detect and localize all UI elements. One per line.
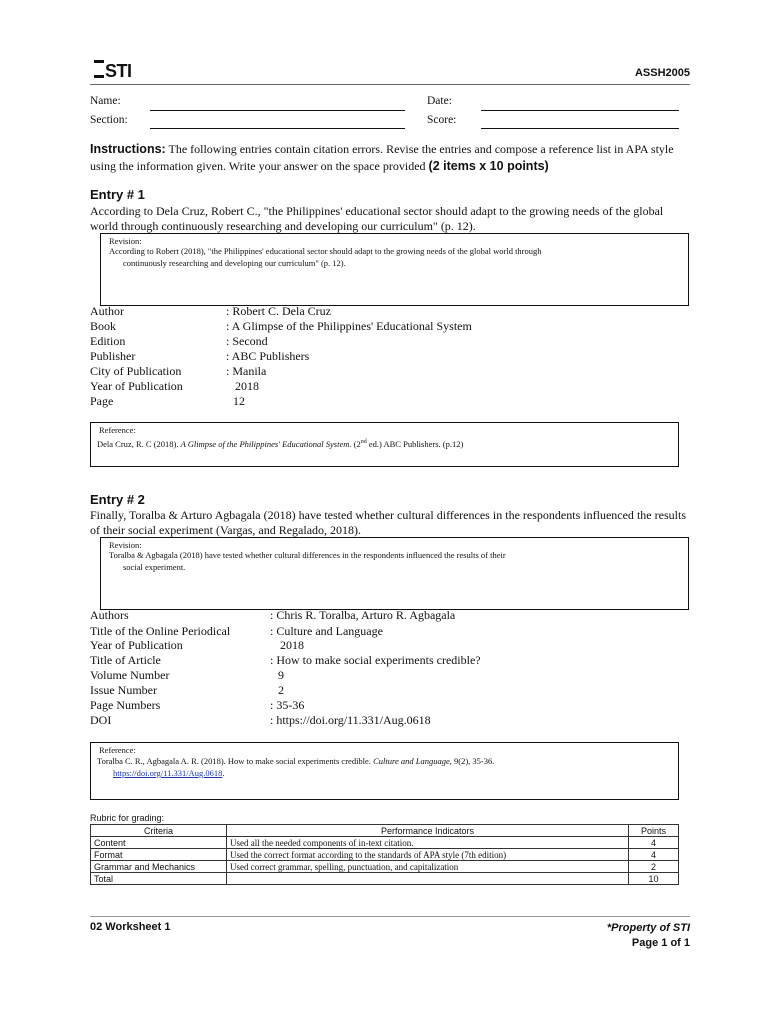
rubric-title: Rubric for grading: xyxy=(90,813,165,823)
entry1-text: According to Dela Cruz, Robert C., "the Philippines' educational sector should adapt to the growing needs of the global world through continuously researching and developing our curriculum" (p. 12). xyxy=(90,204,664,233)
score-line[interactable] xyxy=(481,128,679,129)
doi-link[interactable]: https://doi.org/11.331/Aug.0618 xyxy=(113,768,223,778)
date-line[interactable] xyxy=(481,110,679,111)
footer-page: Page 1 of 1 xyxy=(631,937,690,949)
entry1-revision-label: Revision: xyxy=(109,236,142,246)
footer-worksheet: 02 Worksheet 1 xyxy=(90,921,171,933)
date-label: Date: xyxy=(427,95,452,107)
course-code: ASSH2005 xyxy=(634,67,690,79)
score-label: Score: xyxy=(427,114,457,126)
entry2-reference-doi: https://doi.org/11.331/Aug.0618. xyxy=(113,768,225,778)
sti-logo-icon xyxy=(94,60,104,78)
entry2-revision-box[interactable] xyxy=(100,537,689,610)
table-row: Content Used all the needed components of in-text citation. 4 xyxy=(91,837,679,849)
entry2-revision-line2: social experiment. xyxy=(123,562,186,572)
entry2-reference-text: Toralba C. R., Agbagala A. R. (2018). How to make social experiments credible. Culture and Language, 9(2), 35-36. xyxy=(97,756,495,766)
entry1-revision-line1: According to Robert (2018), "the Philippines' educational sector should adapt to the growing needs of the global world through xyxy=(109,246,542,256)
instructions-points: (2 items x 10 points) xyxy=(428,159,549,173)
footer-property: *Property of STI xyxy=(606,922,690,934)
entry2-heading: Entry # 2 xyxy=(90,492,145,507)
entry2-revision-label: Revision: xyxy=(109,540,142,550)
entry1-reference-text: Dela Cruz, R. C (2018). A Glimpse of the Philippines' Educational System. (2nd ed.) ABC Publishers. (p.12) xyxy=(97,438,464,449)
sti-logo: STI xyxy=(94,60,132,82)
name-label: Name: xyxy=(90,95,121,107)
header-rule xyxy=(90,84,690,85)
entry1-revision-line2: continuously researching and developing our curriculum" (p. 12). xyxy=(123,258,346,268)
instructions xyxy=(90,141,690,175)
footer-right xyxy=(607,921,690,951)
rubric-header-indicators: Performance Indicators xyxy=(227,825,629,837)
entry2-reference-label: Reference: xyxy=(99,745,136,755)
entry2-reference-box[interactable] xyxy=(90,742,679,800)
footer-rule xyxy=(90,916,690,917)
table-row: Format Used the correct format according to the standards of APA style (7th edition) 4 xyxy=(91,849,679,861)
rubric-table xyxy=(90,824,679,885)
instructions-label: Instructions: xyxy=(90,142,166,156)
rubric-header-criteria: Criteria xyxy=(91,825,227,837)
entry1-heading: Entry # 1 xyxy=(90,187,145,202)
entry1-reference-box[interactable] xyxy=(90,422,679,467)
rubric-header-row xyxy=(91,825,679,837)
entry1-reference-label: Reference: xyxy=(99,425,136,435)
table-row: Grammar and Mechanics Used correct grammar, spelling, punctuation, and capitalization 2 xyxy=(91,861,679,873)
section-line[interactable] xyxy=(150,128,405,129)
instructions-text: The following entries contain citation errors. Revise the entries and compose a reference list in APA style using the information given. Write your answer on the space provided xyxy=(90,142,674,173)
entry2-revision-line1: Toralba & Agbagala (2018) have tested whether cultural differences in the respondents influenced the results of their xyxy=(109,550,506,560)
entry1-revision-box[interactable] xyxy=(100,233,689,306)
rubric-header-points: Points xyxy=(629,825,679,837)
name-line[interactable] xyxy=(150,110,405,111)
entry2-text: Finally, Toralba & Arturo Agbagala (2018) have tested whether cultural differences in the respondents influenced the results of their social experiment (Vargas, and Regalado, 2018). xyxy=(90,508,686,537)
section-label: Section: xyxy=(90,114,128,126)
table-row: Total 10 xyxy=(91,873,679,885)
